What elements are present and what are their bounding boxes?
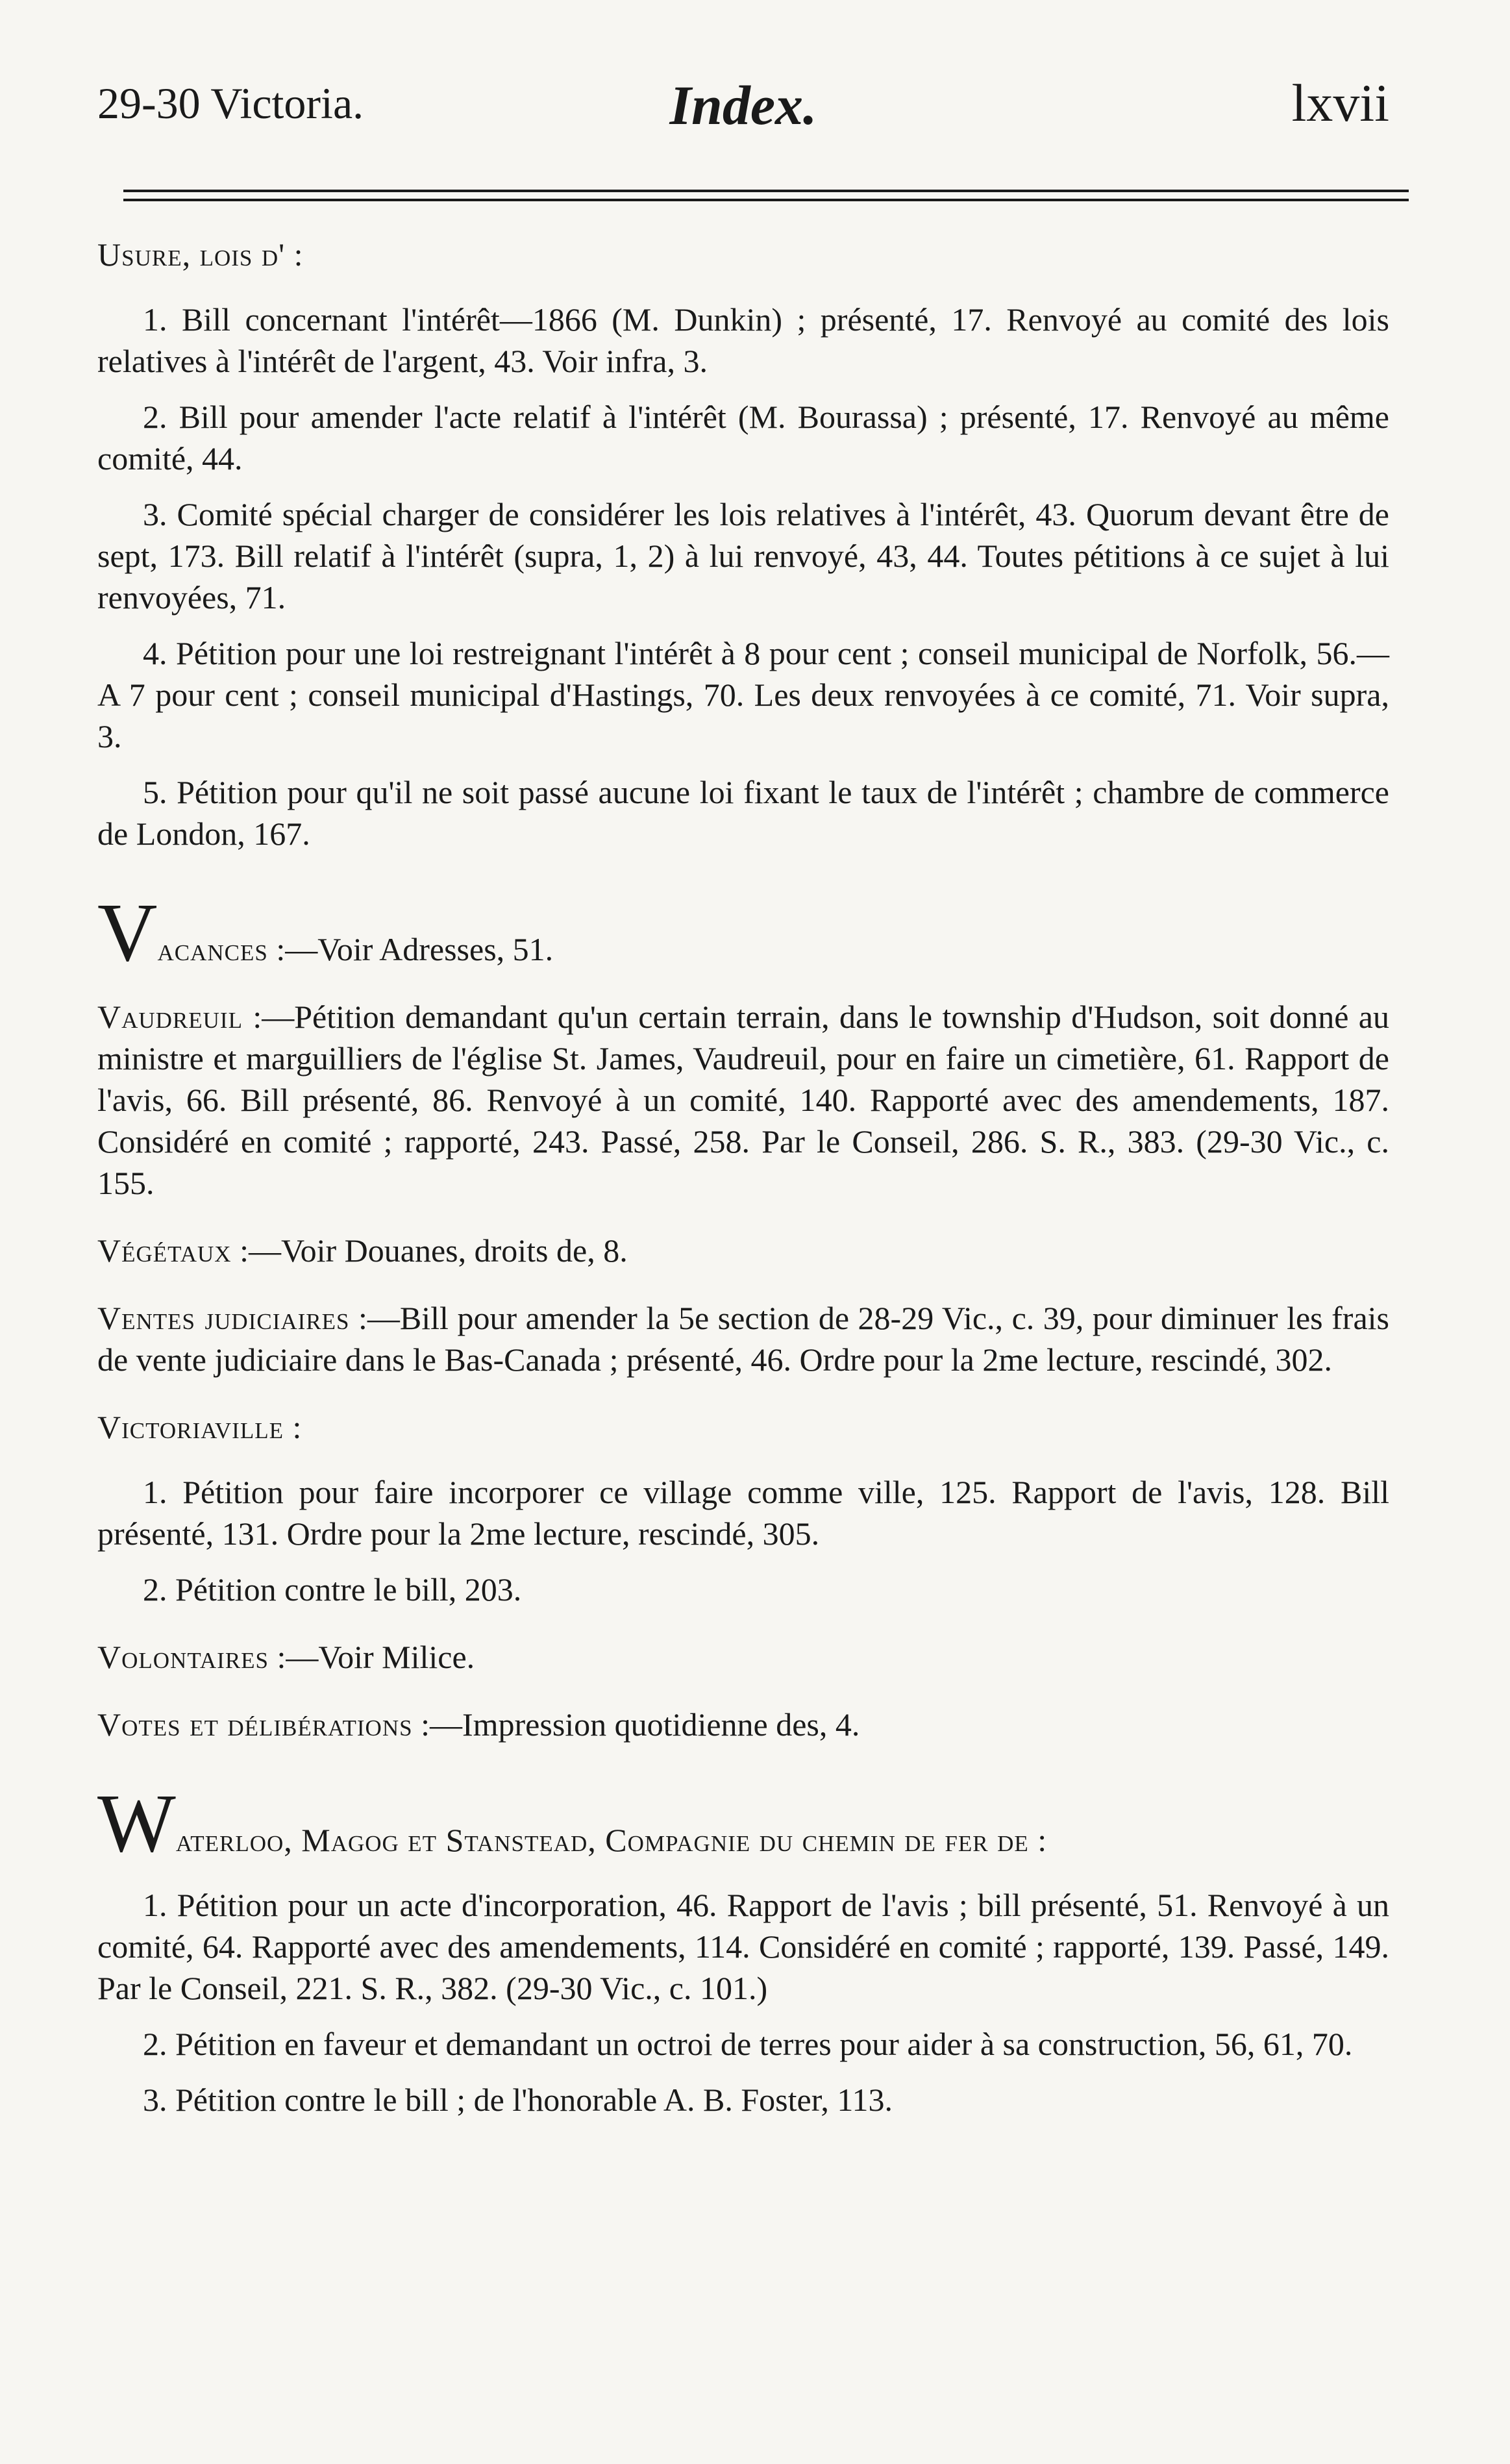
drop-initial: V <box>97 886 158 978</box>
list-item: 1. Bill concernant l'intérêt—1866 (M. Dunkin) ; présenté, 17. Renvoyé au comité des lois relatives à l'intérêt de l'argent, 43. Voir infra, 3. <box>97 301 1389 379</box>
index-page <box>97 0 1390 2118</box>
entry-vacances <box>97 886 1389 978</box>
entry-heading: Végétaux <box>97 1232 232 1269</box>
entry-heading: Volontaires <box>97 1639 269 1675</box>
list-item: 2. Pétition en faveur et demandant un octroi de terres pour aider à sa construction, 56, 61, 70. <box>143 2026 1353 2062</box>
list-item: 2. Pétition contre le bill, 203. <box>143 1571 522 1608</box>
entry-text: :—Pétition demandant qu'un certain terrain, dans le township d'Hudson, soit donné au ministre et marguilliers de l'église St. James, Vaudreuil, pour en faire un cimetière, 61. Rapport de l'avis, 66. Bill présenté, 86. Renvoyé à un comité, 140. Rapporté avec des amendements, 187. Considéré en comité ; rapporté, 243. Passé, 258. Par le Conseil, 286. S. R., 383. (29-30 Vic., c. 155. <box>97 999 1389 1201</box>
entry-heading: acances <box>157 931 268 967</box>
entry-heading: Victoriaville : <box>97 1409 303 1445</box>
entry-vaudreuil <box>97 996 1389 1204</box>
entry-text: :—Voir Douanes, droits de, 8. <box>231 1232 628 1269</box>
page-number: lxvii <box>1291 73 1389 132</box>
list-item: 2. Bill pour amender l'acte relatif à l'intérêt (M. Bourassa) ; présenté, 17. Renvoyé au même comité, 44. <box>97 399 1389 477</box>
header-rule-bottom <box>123 199 1409 201</box>
entry-volontaires <box>97 1636 1389 1678</box>
entry-text: :—Impression quotidienne des, 4. <box>412 1706 860 1743</box>
entry-heading: Vaudreuil <box>97 999 243 1035</box>
entry-victoriaville <box>97 1406 1389 1610</box>
drop-initial: W <box>97 1777 176 1869</box>
entry-vegetaux <box>97 1230 1389 1271</box>
entry-heading: Votes et délibérations <box>97 1706 413 1743</box>
list-item: 4. Pétition pour une loi restreignant l'intérêt à 8 pour cent ; conseil municipal de Norfolk, 56.—A 7 pour cent ; conseil municipal d'Hastings, 70. Les deux renvoyées à ce comité, 71. Voir supra, 3. <box>97 635 1389 754</box>
list-item: 3. Comité spécial charger de considérer les lois relatives à l'intérêt, 43. Quorum devant être de sept, 173. Bill relatif à l'intérêt (supra, 1, 2) à lui renvoyé, 43, 44. Toutes pétitions à ce sujet à lui renvoyées, 71. <box>97 496 1389 616</box>
page-header <box>97 0 1389 175</box>
section-title: Index. <box>669 74 817 136</box>
entry-heading: aterloo, Magog et Stanstead, Compagnie du chemin de fer de : <box>175 1822 1048 1858</box>
index-content <box>97 234 1389 2147</box>
header-rule-top <box>123 190 1409 192</box>
list-item: 1. Pétition pour faire incorporer ce village comme ville, 125. Rapport de l'avis, 128. Bill présenté, 131. Ordre pour la 2me lecture, rescindé, 305. <box>97 1474 1389 1552</box>
entry-heading: Usure, lois d' : <box>97 236 304 273</box>
entry-votes-deliberations <box>97 1704 1389 1745</box>
entry-usure <box>97 234 1389 854</box>
entry-heading: Ventes judiciaires <box>97 1300 350 1336</box>
list-item: 1. Pétition pour un acte d'incorporation, 46. Rapport de l'avis ; bill présenté, 51. Renvoyé à un comité, 64. Rapporté avec des amendements, 114. Considéré en comité ; rapporté, 139. Passé, 149. Par le Conseil, 221. S. R., 382. (29-30 Vic., c. 101.) <box>97 1887 1389 2006</box>
entry-text: :—Voir Milice. <box>269 1639 475 1675</box>
running-title: 29-30 Victoria. <box>97 79 364 128</box>
list-item: 3. Pétition contre le bill ; de l'honorable A. B. Foster, 113. <box>143 2082 893 2118</box>
entry-text: :—Voir Adresses, 51. <box>267 931 554 967</box>
entry-waterloo <box>97 1777 1389 2121</box>
entry-ventes-judiciaires <box>97 1297 1389 1380</box>
entry-text: :—Bill pour amender la 5e section de 28-29 Vic., c. 39, pour diminuer les frais de vente judiciaire dans le Bas-Canada ; présenté, 46. Ordre pour la 2me lecture, rescindé, 302. <box>97 1300 1390 1378</box>
list-item: 5. Pétition pour qu'il ne soit passé aucune loi fixant le taux de l'intérêt ; chambre de commerce de London, 167. <box>97 774 1389 852</box>
